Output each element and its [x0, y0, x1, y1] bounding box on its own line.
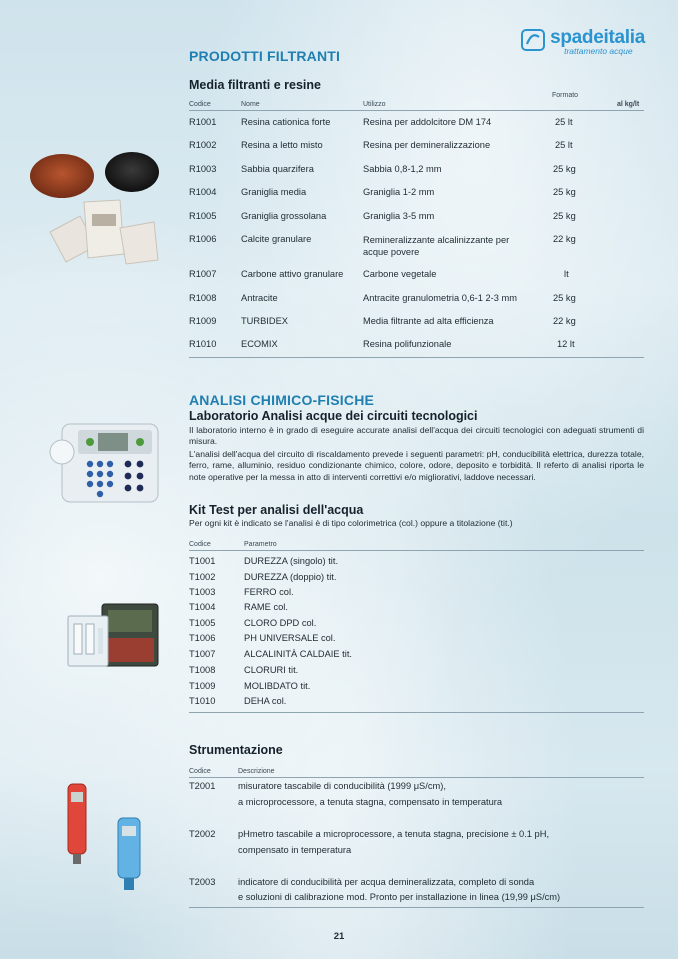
cell-code: T1007	[189, 649, 216, 659]
header-codice: Codice	[189, 101, 211, 108]
cell-param: ALCALINITÀ CALDAIE tit.	[244, 649, 352, 659]
cell-code: R1007	[189, 269, 217, 279]
cell-name: TURBIDEX	[241, 316, 289, 326]
cell-use: Graniglia 3-5 mm	[363, 211, 435, 221]
cell-name: Calcite granulare	[241, 234, 312, 244]
cell-code: R1006	[189, 234, 217, 244]
cell-qty: 12 lt	[557, 339, 575, 349]
filter-media-bags-image	[26, 150, 162, 270]
brand-name: spadeitalia	[550, 27, 645, 48]
cell-code: T2002	[189, 829, 216, 839]
cell-use: Resina polifunzionale	[363, 339, 452, 349]
cell-code: R1010	[189, 339, 217, 349]
cell-code: T1001	[189, 556, 216, 566]
cell-param: RAME col.	[244, 602, 288, 612]
cell-name: Carbone attivo granulare	[241, 269, 344, 279]
pocket-meters-image	[62, 780, 152, 892]
header-formato: Formato	[552, 92, 579, 99]
cell-qty: 25 lt	[555, 117, 573, 127]
header-codice: Codice	[189, 541, 211, 548]
cell-code: T2001	[189, 781, 216, 791]
header-codice: Codice	[189, 768, 211, 775]
cell-code: R1005	[189, 211, 217, 221]
cell-param: DEHA col.	[244, 696, 287, 706]
header-utilizzo: Utilizzo	[363, 101, 386, 108]
cell-desc-line1: pHmetro tascabile a microprocessore, a tenuta stagna, precisione ± 0.1 pH,	[238, 829, 550, 839]
cell-qty: 25 kg	[553, 164, 576, 174]
table-bottom-rule	[189, 357, 644, 358]
cell-name: Graniglia grossolana	[241, 211, 327, 221]
cell-code: T1006	[189, 633, 216, 643]
cell-name: Sabbia quarzifera	[241, 164, 314, 174]
cell-code: R1001	[189, 117, 217, 127]
cell-use: Carbone vegetale	[363, 269, 437, 279]
subtitle-media-filtranti: Media filtranti e resine	[189, 78, 321, 92]
cell-code: T1004	[189, 602, 216, 612]
cell-param: DUREZZA (doppio) tit.	[244, 572, 337, 582]
cell-name: ECOMIX	[241, 339, 278, 349]
subtitle-laboratorio: Laboratorio Analisi acque dei circuiti tecnologici	[189, 409, 478, 423]
cell-code: T1005	[189, 618, 216, 628]
header-descrizione: Descrizione	[238, 768, 275, 775]
cell-code: R1004	[189, 187, 217, 197]
cell-use: Sabbia 0,8-1,2 mm	[363, 164, 442, 174]
cell-param: MOLIBDATO tit.	[244, 681, 311, 691]
cell-qty: 22 kg	[553, 234, 576, 244]
logo-mark-icon	[521, 29, 545, 51]
cell-param: DUREZZA (singolo) tit.	[244, 556, 339, 566]
cell-use: Antracite granulometria 0,6-1 2-3 mm	[363, 293, 517, 303]
cell-qty: 22 kg	[553, 316, 576, 326]
cell-name: Resina a letto misto	[241, 140, 323, 150]
cell-use: Resina per addolcitore DM 174	[363, 117, 492, 127]
cell-param: CLORO DPD col.	[244, 618, 317, 628]
cell-desc-line1: misuratore tascabile di conducibilità (1999 μS/cm),	[238, 781, 446, 791]
cell-qty: 25 kg	[553, 187, 576, 197]
header-parametro: Parametro	[244, 541, 277, 548]
cell-code: R1003	[189, 164, 217, 174]
cell-code: T2003	[189, 877, 216, 887]
cell-desc-line2: e soluzioni di calibrazione mod. Pronto per installazione in linea (19,99 μS/cm)	[238, 892, 561, 902]
page-number: 21	[333, 931, 345, 942]
cell-qty: 25 lt	[555, 140, 573, 150]
cell-name: Resina cationica forte	[241, 117, 331, 127]
lab-analyzer-image	[48, 418, 164, 504]
subtitle-kit-test: Kit Test per analisi dell'acqua	[189, 503, 364, 517]
cell-param: PH UNIVERSALE col.	[244, 633, 336, 643]
cell-code: T1002	[189, 572, 216, 582]
cell-code: T1009	[189, 681, 216, 691]
cell-use: Resina per demineralizzazione	[363, 140, 491, 150]
table-bottom-rule	[189, 907, 644, 908]
brand-logo	[521, 28, 645, 56]
section-title-filtranti: PRODOTTI FILTRANTI	[189, 48, 341, 64]
cell-param: FERRO col.	[244, 587, 294, 597]
cell-code: T1010	[189, 696, 216, 706]
cell-use: Remineralizzante alcalinizzante per acque povere	[363, 235, 510, 257]
section-title-analisi: ANALISI CHIMICO-FISICHE	[189, 392, 375, 408]
cell-name: Antracite	[241, 293, 278, 303]
lab-paragraph-2: L'analisi dell'acqua del circuito di riscaldamento prevede i seguenti parametri: pH, conducibilità elettrica, durezza totale, ferro, rame, alluminio, residuo condizionante chimico, colore, odore, deposito e torbidità. Il referto di analisi riporta le note operative per la messa in atto di interventi correttivi e/o migliorativi, laddove necessari.	[189, 449, 644, 482]
subtitle-strumentazione: Strumentazione	[189, 743, 283, 757]
cell-code: T1003	[189, 587, 216, 597]
table-header-rule	[189, 777, 644, 778]
table-bottom-rule	[189, 712, 644, 713]
cell-qty: 25 kg	[553, 293, 576, 303]
lab-paragraph-1: Il laboratorio interno è in grado di eseguire accurate analisi dell'acqua dei circuiti tecnologici con adeguati strumenti di misura.	[189, 425, 644, 447]
kit-test-case-image	[62, 598, 162, 672]
cell-code: R1009	[189, 316, 217, 326]
cell-code: T1008	[189, 665, 216, 675]
cell-param: CLORURI tit.	[244, 665, 299, 675]
cell-desc-line2: compensato in temperatura	[238, 845, 352, 855]
table-header-rule	[189, 550, 644, 551]
cell-desc-line2: a microprocessore, a tenuta stagna, compensato in temperatura	[238, 797, 503, 807]
kit-intro: Per ogni kit è indicato se l'analisi è di tipo colorimetrica (col.) oppure a titolazione (tit.)	[189, 518, 513, 528]
cell-use: Media filtrante ad alta efficienza	[363, 316, 494, 326]
header-nome: Nome	[241, 101, 260, 108]
cell-desc-line1: indicatore di conducibilità per acqua demineralizzata, completo di sonda	[238, 877, 535, 887]
cell-qty: lt	[564, 269, 569, 279]
cell-code: R1008	[189, 293, 217, 303]
table-header-rule	[189, 110, 644, 111]
header-unit: al kg/lt	[617, 101, 640, 108]
cell-name: Graniglia media	[241, 187, 307, 197]
cell-code: R1002	[189, 140, 217, 150]
cell-qty: 25 kg	[553, 211, 576, 221]
brand-tagline: trattamento acque	[564, 46, 633, 56]
cell-use: Graniglia 1-2 mm	[363, 187, 435, 197]
